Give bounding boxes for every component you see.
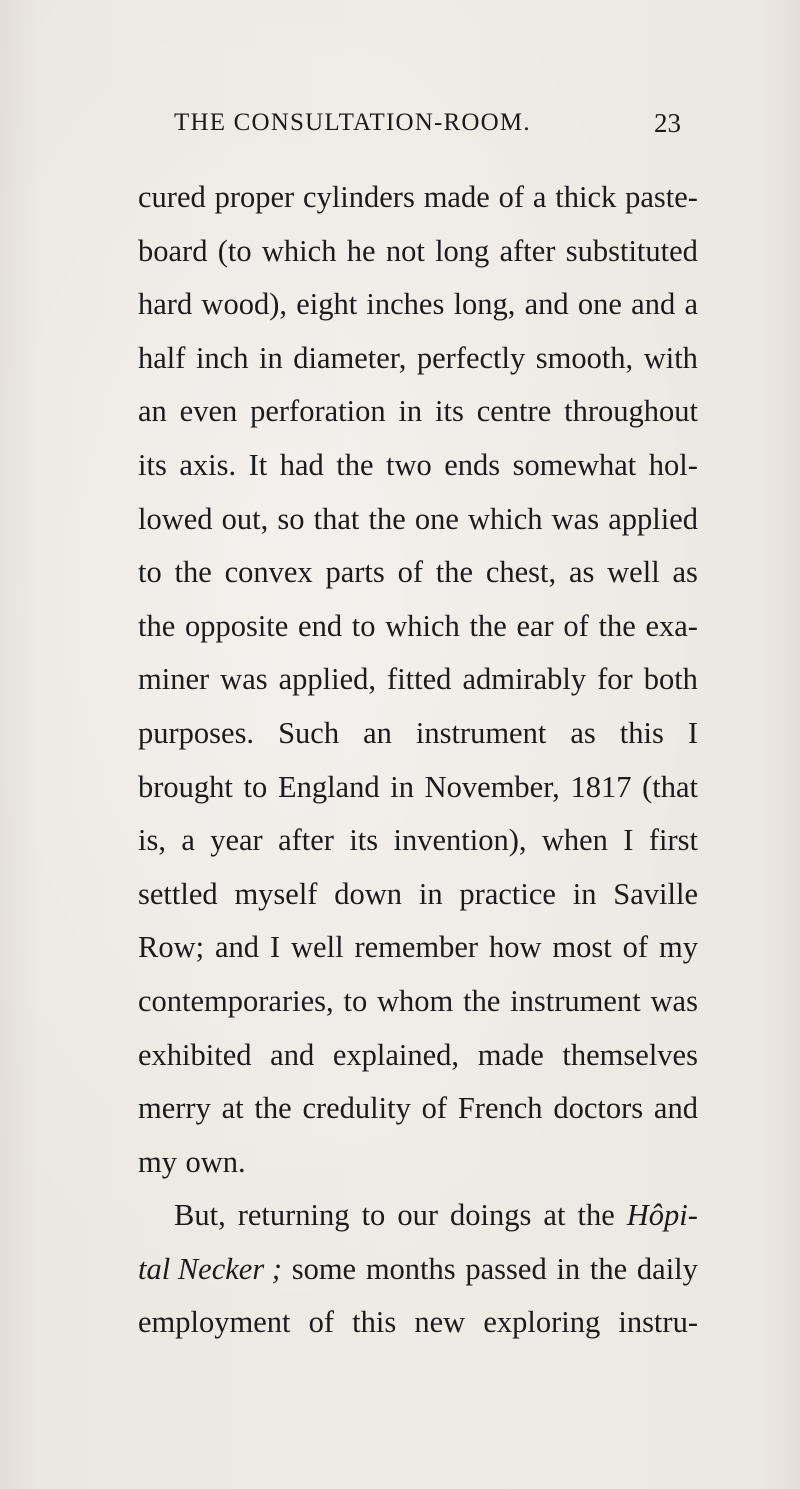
word: applied, <box>278 662 377 697</box>
word: credulity <box>302 1091 411 1126</box>
word: exhibited <box>138 1037 252 1072</box>
word: I <box>269 930 281 965</box>
word: was <box>220 662 268 697</box>
word: contemporaries, <box>138 983 334 1018</box>
word: the <box>174 555 212 590</box>
word: (that <box>642 769 698 804</box>
word: Saville <box>613 876 698 911</box>
word: not <box>385 233 425 268</box>
word: first <box>648 823 698 858</box>
word: instru- <box>618 1305 698 1340</box>
word: axis. <box>179 447 237 482</box>
page-number: 23 <box>654 108 681 138</box>
word: the <box>598 608 636 643</box>
word: myself <box>234 876 318 911</box>
word: hard <box>138 287 193 322</box>
text-line <box>138 707 698 761</box>
word: its <box>349 823 379 858</box>
word: and <box>653 1091 698 1126</box>
word: applied <box>608 501 698 536</box>
word: own. <box>185 1144 246 1179</box>
word: settled <box>138 876 218 911</box>
word: perfectly <box>416 340 526 375</box>
word: merry <box>138 1091 211 1126</box>
word: which <box>385 608 460 643</box>
word: and <box>270 1037 315 1072</box>
word: the <box>336 447 374 482</box>
word: had <box>279 447 324 482</box>
word: (to <box>217 233 252 268</box>
text-line <box>138 600 698 654</box>
word: to <box>138 555 162 590</box>
word: paste- <box>625 180 698 214</box>
word: made <box>477 1037 544 1072</box>
word: at <box>221 1091 244 1126</box>
word: 1817 <box>570 769 632 804</box>
word: he <box>346 233 376 268</box>
word: when <box>541 823 608 858</box>
word: made <box>423 180 490 214</box>
text-line <box>138 493 698 547</box>
word: a <box>532 180 547 214</box>
text-line <box>138 1136 698 1190</box>
word: Such <box>278 715 340 750</box>
text-line <box>138 278 698 332</box>
word: employment <box>138 1305 291 1340</box>
text-line <box>138 439 698 493</box>
word: remember <box>354 930 479 965</box>
word: in <box>258 340 283 375</box>
word: half <box>138 340 186 375</box>
word: this <box>352 1305 397 1340</box>
word: doctors <box>553 1091 644 1126</box>
text-line <box>138 332 698 386</box>
word: as <box>672 555 698 590</box>
word: how <box>488 930 542 965</box>
word: admirably <box>462 662 587 697</box>
word: in <box>418 876 443 911</box>
text-line <box>138 1029 698 1083</box>
word: a <box>684 287 698 322</box>
word: Row; <box>138 930 205 965</box>
italic-phrase: tal Necker ; <box>138 1251 282 1286</box>
text-line <box>138 921 698 975</box>
word: inches <box>366 287 445 322</box>
word: as <box>570 715 596 750</box>
word: exploring <box>483 1305 601 1340</box>
word: board <box>138 233 208 268</box>
word: November, <box>424 769 560 804</box>
word: and <box>215 930 260 965</box>
word: and <box>631 287 676 322</box>
running-title: THE CONSULTATION-ROOM. <box>174 109 531 136</box>
word: the <box>435 555 474 590</box>
word: to <box>343 983 368 1018</box>
word: the <box>368 501 406 536</box>
word: long, <box>453 287 516 322</box>
body-text <box>138 171 698 1350</box>
word: miner <box>138 662 210 697</box>
word: brought <box>138 769 233 804</box>
word: ear <box>516 608 554 643</box>
word: French <box>457 1091 543 1126</box>
word: inch <box>195 340 249 375</box>
text-line <box>138 975 698 1029</box>
word: the <box>589 1251 628 1286</box>
word: and <box>524 287 569 322</box>
word: one <box>577 287 622 322</box>
text-line <box>138 761 698 815</box>
word: doings <box>450 1198 532 1233</box>
text-line <box>138 171 698 225</box>
word: instrument <box>510 983 641 1018</box>
word: parts <box>325 555 385 590</box>
word: of <box>498 180 525 214</box>
word: centre <box>476 394 552 429</box>
word: after <box>278 823 334 858</box>
word: smooth, <box>535 340 634 375</box>
word: an <box>363 715 392 750</box>
word: of <box>563 608 589 643</box>
word: our <box>397 1198 439 1233</box>
word: was <box>551 501 600 536</box>
word: throughout <box>564 394 698 429</box>
word: long <box>435 233 490 268</box>
word: in <box>556 1251 581 1286</box>
word: a <box>181 823 195 858</box>
word: convex <box>224 555 313 590</box>
word: new <box>414 1305 466 1340</box>
word: this <box>619 715 664 750</box>
word: England <box>277 769 380 804</box>
word: both <box>643 662 698 697</box>
word: end <box>298 608 343 643</box>
word: well <box>291 930 344 965</box>
word: whom <box>377 983 454 1018</box>
word: after <box>499 233 556 268</box>
word: months <box>365 1251 456 1286</box>
word: cylinders <box>303 180 415 214</box>
word: the <box>463 983 501 1018</box>
word: of <box>397 555 423 590</box>
word: practice <box>459 876 556 911</box>
word: that <box>313 501 360 536</box>
word: to <box>351 608 376 643</box>
word: I <box>687 715 698 750</box>
word: cured <box>138 180 206 214</box>
word: out, <box>221 501 269 536</box>
text-line <box>138 225 698 279</box>
word: invention), <box>393 823 527 858</box>
word: most <box>552 930 612 965</box>
word: substituted <box>565 233 698 268</box>
word: hol- <box>648 447 698 482</box>
text-line <box>138 546 698 600</box>
word: It <box>248 447 268 482</box>
word: the <box>469 608 507 643</box>
text-line <box>138 1082 698 1136</box>
word: the <box>138 608 176 643</box>
word: even <box>179 394 238 429</box>
word: its <box>435 394 464 429</box>
word: year <box>210 823 263 858</box>
word: returning <box>237 1198 350 1233</box>
word: was <box>650 983 698 1018</box>
word: two <box>385 447 432 482</box>
text-line <box>138 1296 698 1350</box>
word: purposes. <box>138 715 255 750</box>
word: eight <box>296 287 358 322</box>
word: which <box>468 501 543 536</box>
word: one <box>414 501 459 536</box>
word: my <box>658 930 698 965</box>
word: ends <box>444 447 501 482</box>
text-line <box>138 868 698 922</box>
word: at <box>543 1198 566 1233</box>
text-line <box>138 814 698 868</box>
word: fitted <box>387 662 452 697</box>
text-line <box>138 385 698 439</box>
word: of <box>308 1305 335 1340</box>
word: some <box>291 1251 357 1286</box>
word: of <box>421 1091 448 1126</box>
word: themselves <box>562 1037 698 1072</box>
word: somewhat <box>512 447 637 482</box>
word: in <box>398 394 423 429</box>
word: exa- <box>645 608 698 643</box>
word: the <box>577 1198 615 1233</box>
word: well <box>607 555 660 590</box>
word: to <box>361 1198 386 1233</box>
italic-word: Hôpi- <box>626 1198 698 1233</box>
word: chest, <box>485 555 557 590</box>
running-head <box>0 108 800 138</box>
word: proper <box>214 180 295 214</box>
word: which <box>261 233 337 268</box>
word: as <box>568 555 595 590</box>
word: of <box>622 930 649 965</box>
word: for <box>597 662 633 697</box>
word: my <box>138 1144 177 1179</box>
word: passed <box>465 1251 547 1286</box>
word: is, <box>138 823 166 858</box>
text-line <box>138 1243 698 1297</box>
word: so <box>277 501 305 536</box>
word: thick <box>555 180 617 214</box>
word: wood), <box>201 287 287 322</box>
word: instrument <box>415 715 547 750</box>
text-line <box>138 1189 698 1243</box>
word: an <box>138 394 167 429</box>
word: daily <box>636 1251 698 1286</box>
word: to <box>243 769 268 804</box>
word: lowed <box>138 501 213 536</box>
word: down <box>334 876 403 911</box>
text-line <box>138 653 698 707</box>
word: with <box>643 340 698 375</box>
word: diameter, <box>293 340 407 375</box>
word: But, <box>174 1198 226 1233</box>
word: opposite <box>184 608 289 643</box>
word: perforation <box>250 394 386 429</box>
word: explained, <box>332 1037 460 1072</box>
word: in <box>572 876 597 911</box>
word: I <box>623 823 634 858</box>
word: in <box>390 769 414 804</box>
word: its <box>138 447 167 482</box>
word: the <box>254 1091 292 1126</box>
